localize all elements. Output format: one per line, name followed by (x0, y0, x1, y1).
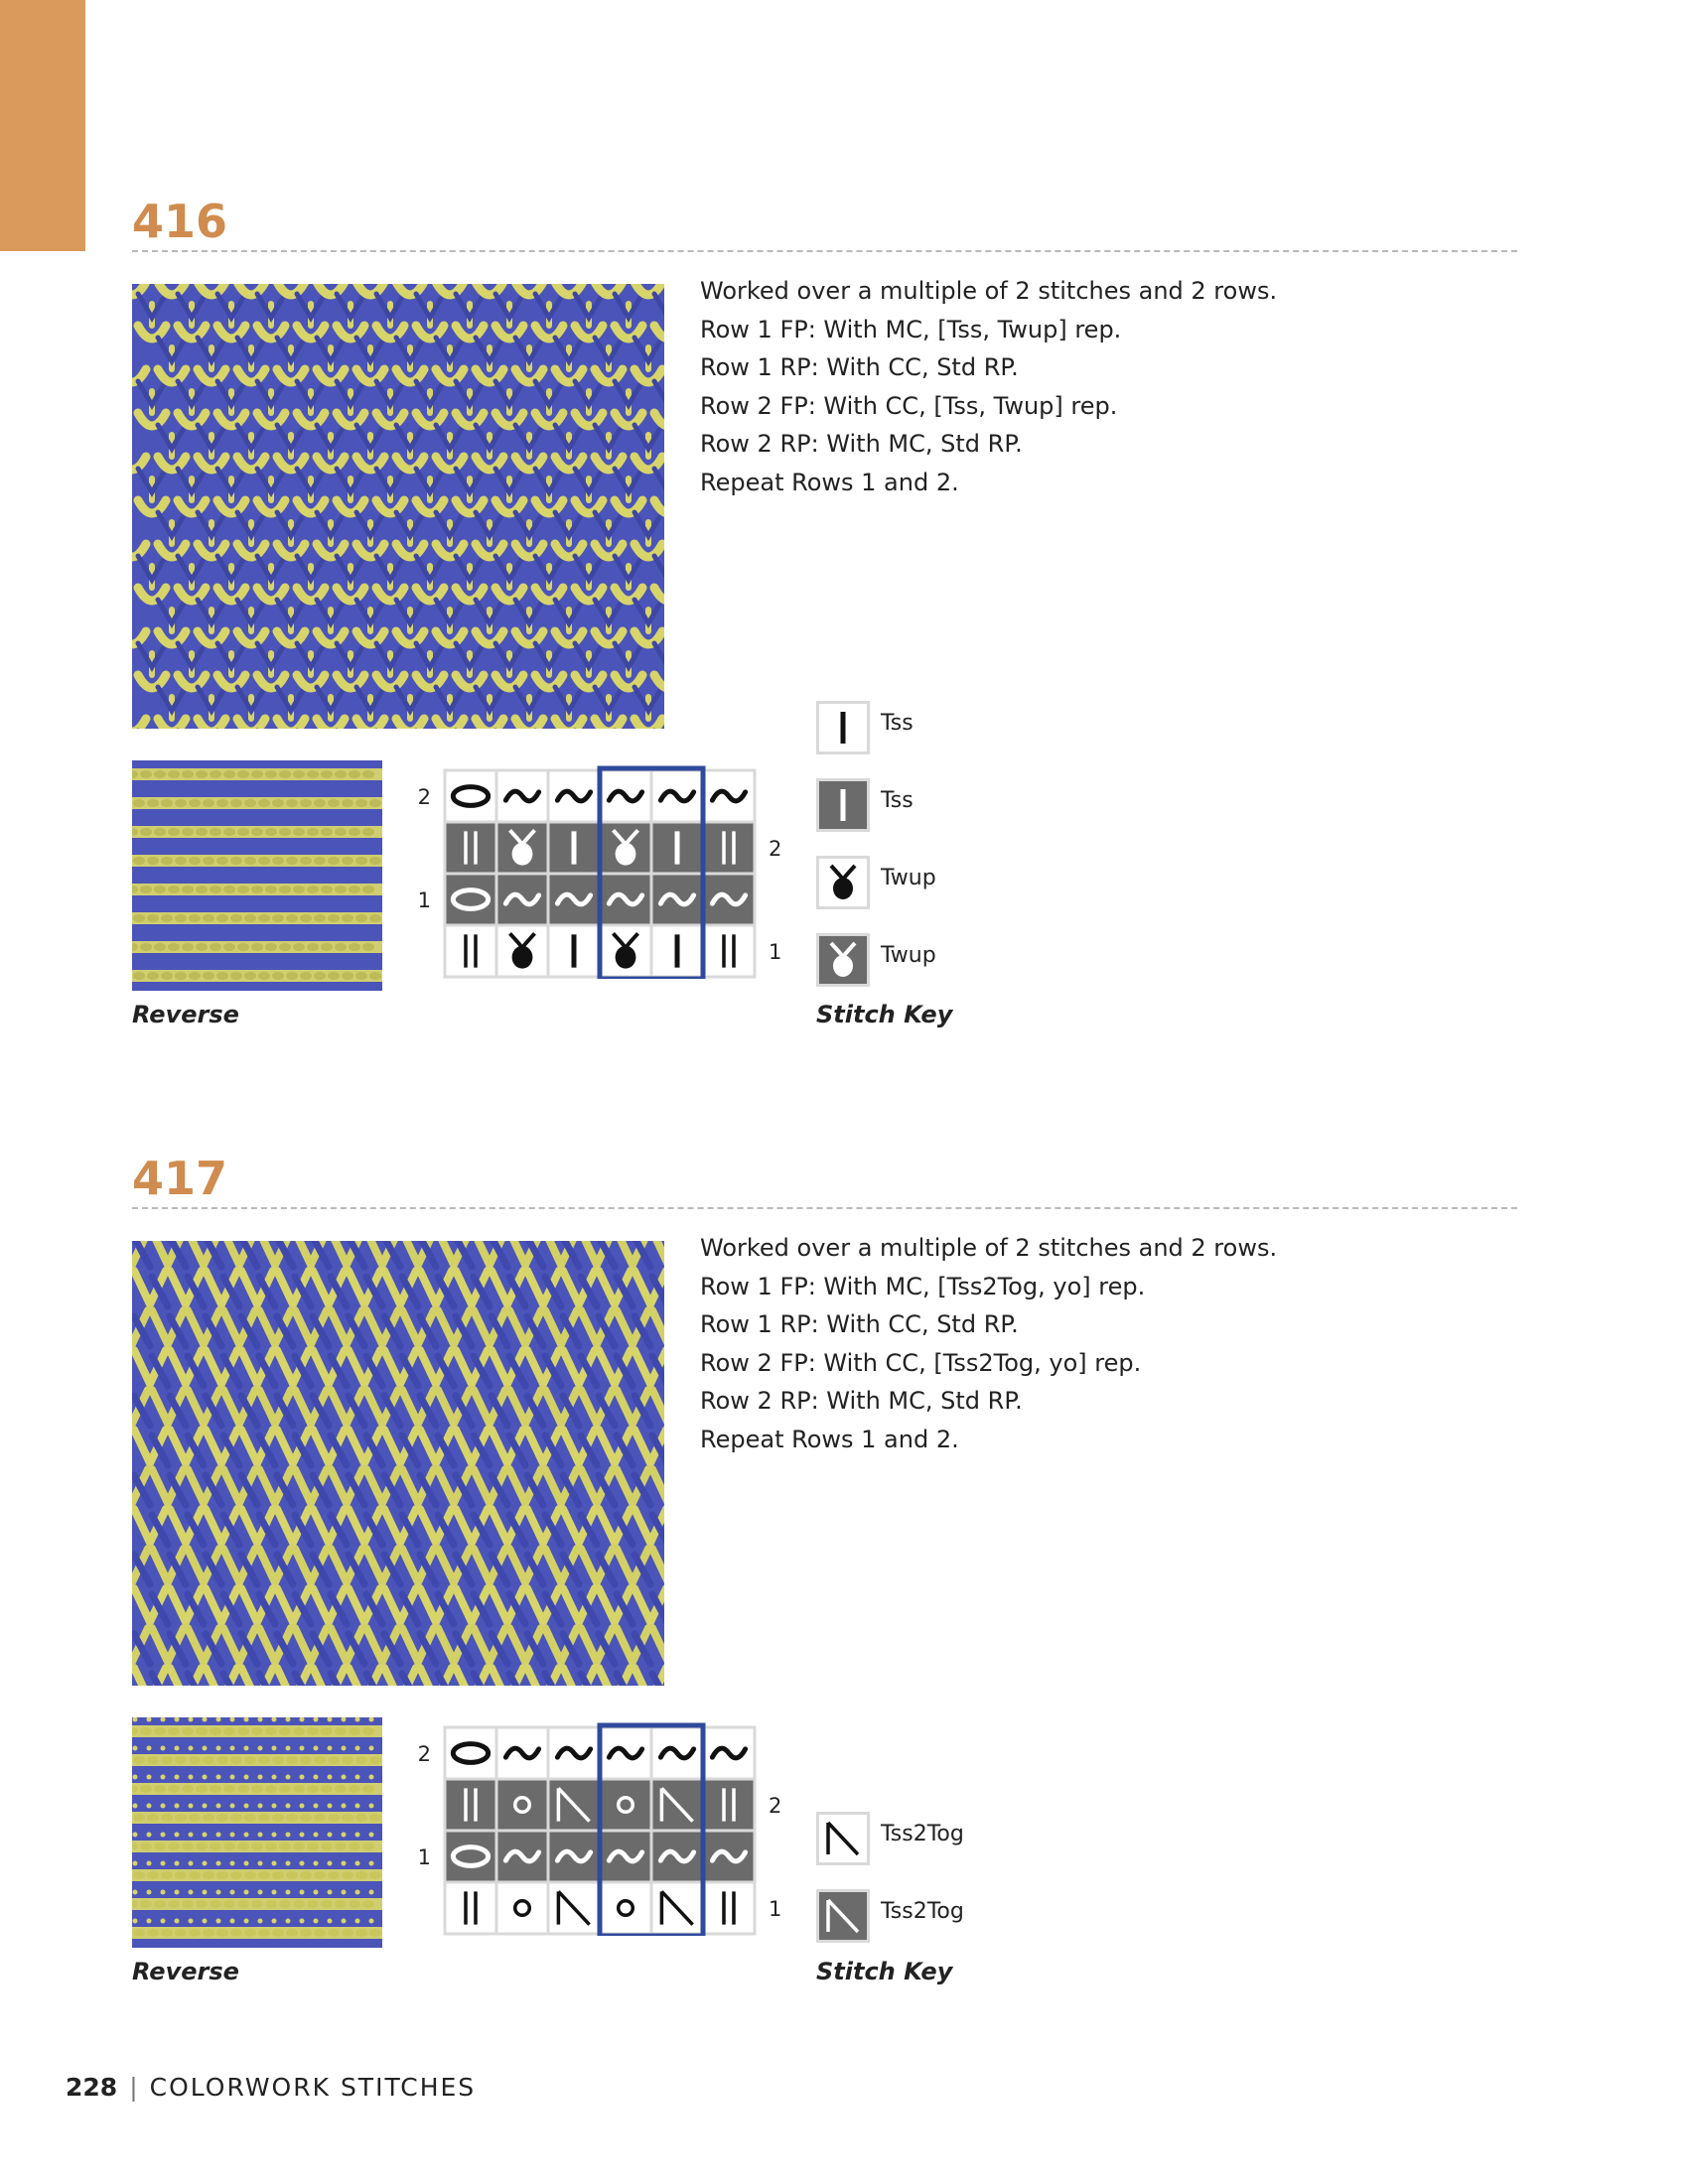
chart-cell-tog (548, 1779, 600, 1831)
chart-cell-rp (651, 1727, 703, 1779)
pattern-section-417 (0, 1152, 1688, 2005)
chart-cell-rp (548, 1727, 600, 1779)
chart-cell-o (496, 1779, 548, 1831)
chart-cell-tss (651, 925, 703, 977)
key-label: Twup (881, 943, 936, 968)
chart-cell-twup (496, 925, 548, 977)
chart-cell-rp (703, 1831, 755, 1882)
chart-cell-rp (496, 874, 548, 925)
chart-cell-tss (651, 822, 703, 874)
dashed-divider (132, 250, 1517, 252)
row-number-right: 1 (769, 1897, 782, 1921)
row-number-left: 2 (417, 1742, 431, 1766)
instruction-line: Row 2 RP: With MC, Std RP. (700, 430, 1023, 459)
page-footer (66, 2073, 476, 2102)
reverse-caption: Reverse (132, 1001, 239, 1028)
chart-cell-rp (651, 1831, 703, 1882)
instruction-line: Repeat Rows 1 and 2. (700, 468, 959, 496)
footer-separator: | (129, 2073, 138, 2102)
row-number-right: 2 (769, 1794, 782, 1818)
chart-cell-rp (651, 874, 703, 925)
instruction-line: Row 1 RP: With CC, Std RP. (700, 353, 1019, 382)
pattern-number: 416 (132, 195, 228, 248)
chart-cell-yo (445, 770, 496, 822)
row-number-left: 1 (417, 888, 431, 912)
chart-cell-tog (548, 1882, 600, 1934)
chart-cell-rp (600, 1831, 651, 1882)
key-item-tss (816, 701, 1114, 758)
instruction-line: Worked over a multiple of 2 stitches and 2 rows. (700, 277, 1278, 305)
instruction-line: Row 1 FP: With MC, [Tss2Tog, yo] rep. (700, 1272, 1146, 1300)
chart-cell-o (600, 1779, 651, 1831)
chart-cell-tss (548, 925, 600, 977)
reverse-caption: Reverse (132, 1958, 239, 1985)
key-item-twup (816, 933, 1114, 991)
twup-symbol-icon (816, 933, 870, 987)
chart-cell-rp (703, 874, 755, 925)
chart-cell-rp (703, 770, 755, 822)
chart-cell-o (600, 1882, 651, 1934)
instructions (700, 1229, 1316, 1459)
row-number-right: 1 (769, 940, 782, 964)
chart-cell-rp (548, 1831, 600, 1882)
reverse-texture (132, 760, 382, 991)
reverse-photo (132, 1717, 382, 1948)
key-item-tss (816, 778, 1114, 836)
chart-cell-edge (445, 822, 496, 874)
instruction-line: Row 2 RP: With MC, Std RP. (700, 1387, 1023, 1416)
pattern-number: 417 (132, 1152, 228, 1205)
stitch-photo (132, 284, 664, 729)
pattern-section-416 (0, 195, 1688, 1048)
chart-cell-rp (703, 1727, 755, 1779)
row-number-left: 1 (417, 1845, 431, 1869)
chart-cell-edge (445, 925, 496, 977)
chart-cell-edge (445, 1779, 496, 1831)
chart-cell-tog (651, 1779, 703, 1831)
instruction-line: Worked over a multiple of 2 stitches and 2 rows. (700, 1234, 1278, 1262)
chart-cell-o (496, 1882, 548, 1934)
chart-cell-rp (496, 770, 548, 822)
key-label: Tss2Tog (881, 1899, 964, 1924)
instruction-line: Row 1 RP: With CC, Std RP. (700, 1310, 1019, 1339)
chart-cell-rp (496, 1831, 548, 1882)
key-label: Tss (881, 788, 914, 813)
chart-cell-tss (548, 822, 600, 874)
key-item-twup (816, 856, 1114, 913)
key-item-tog (816, 1889, 1114, 1947)
chart-cell-rp (651, 770, 703, 822)
row-number-left: 2 (417, 785, 431, 809)
chart-cell-rp (600, 874, 651, 925)
page-number: 228 (66, 2073, 118, 2102)
instruction-line: Repeat Rows 1 and 2. (700, 1425, 959, 1453)
chart-cell-twup (600, 822, 651, 874)
tog-symbol-icon (816, 1889, 870, 1943)
reverse-photo (132, 760, 382, 991)
chart-cell-rp (548, 770, 600, 822)
chart-cell-twup (496, 822, 548, 874)
chart-cell-twup (600, 925, 651, 977)
chart-cell-edge (703, 822, 755, 874)
chart-cell-edge (445, 1882, 496, 1934)
section-title: COLORWORK STITCHES (149, 2073, 477, 2102)
chart-cell-yo (445, 1831, 496, 1882)
chart-cell-rp (600, 770, 651, 822)
knit-texture (132, 284, 664, 729)
stitch-key-caption: Stitch Key (816, 1001, 953, 1028)
stitch-chart (401, 751, 798, 984)
tss-symbol-icon (816, 701, 870, 754)
chart-cell-edge (703, 1882, 755, 1934)
key-item-tog (816, 1812, 1114, 1869)
key-label: Tss (881, 711, 914, 736)
chart-cell-yo (445, 874, 496, 925)
twup-symbol-icon (816, 856, 870, 909)
chart-cell-edge (703, 925, 755, 977)
instruction-line: Row 1 FP: With MC, [Tss, Twup] rep. (700, 315, 1122, 343)
stitch-chart (401, 1707, 798, 1941)
chart-cell-tog (651, 1882, 703, 1934)
chart-cell-edge (703, 1779, 755, 1831)
knit-texture (132, 1241, 664, 1686)
reverse-texture (132, 1717, 382, 1948)
key-label: Tss2Tog (881, 1822, 964, 1846)
chart-cell-rp (600, 1727, 651, 1779)
tog-symbol-icon (816, 1812, 870, 1865)
chart-cell-rp (548, 874, 600, 925)
stitch-key-caption: Stitch Key (816, 1958, 953, 1985)
chart-cell-rp (496, 1727, 548, 1779)
key-label: Twup (881, 866, 936, 890)
instruction-line: Row 2 FP: With CC, [Tss, Twup] rep. (700, 391, 1118, 420)
stitch-photo (132, 1241, 664, 1686)
instruction-line: Row 2 FP: With CC, [Tss2Tog, yo] rep. (700, 1348, 1142, 1377)
row-number-right: 2 (769, 837, 782, 861)
dashed-divider (132, 1207, 1517, 1209)
chart-cell-yo (445, 1727, 496, 1779)
tss-symbol-icon (816, 778, 870, 832)
instructions (700, 272, 1316, 502)
